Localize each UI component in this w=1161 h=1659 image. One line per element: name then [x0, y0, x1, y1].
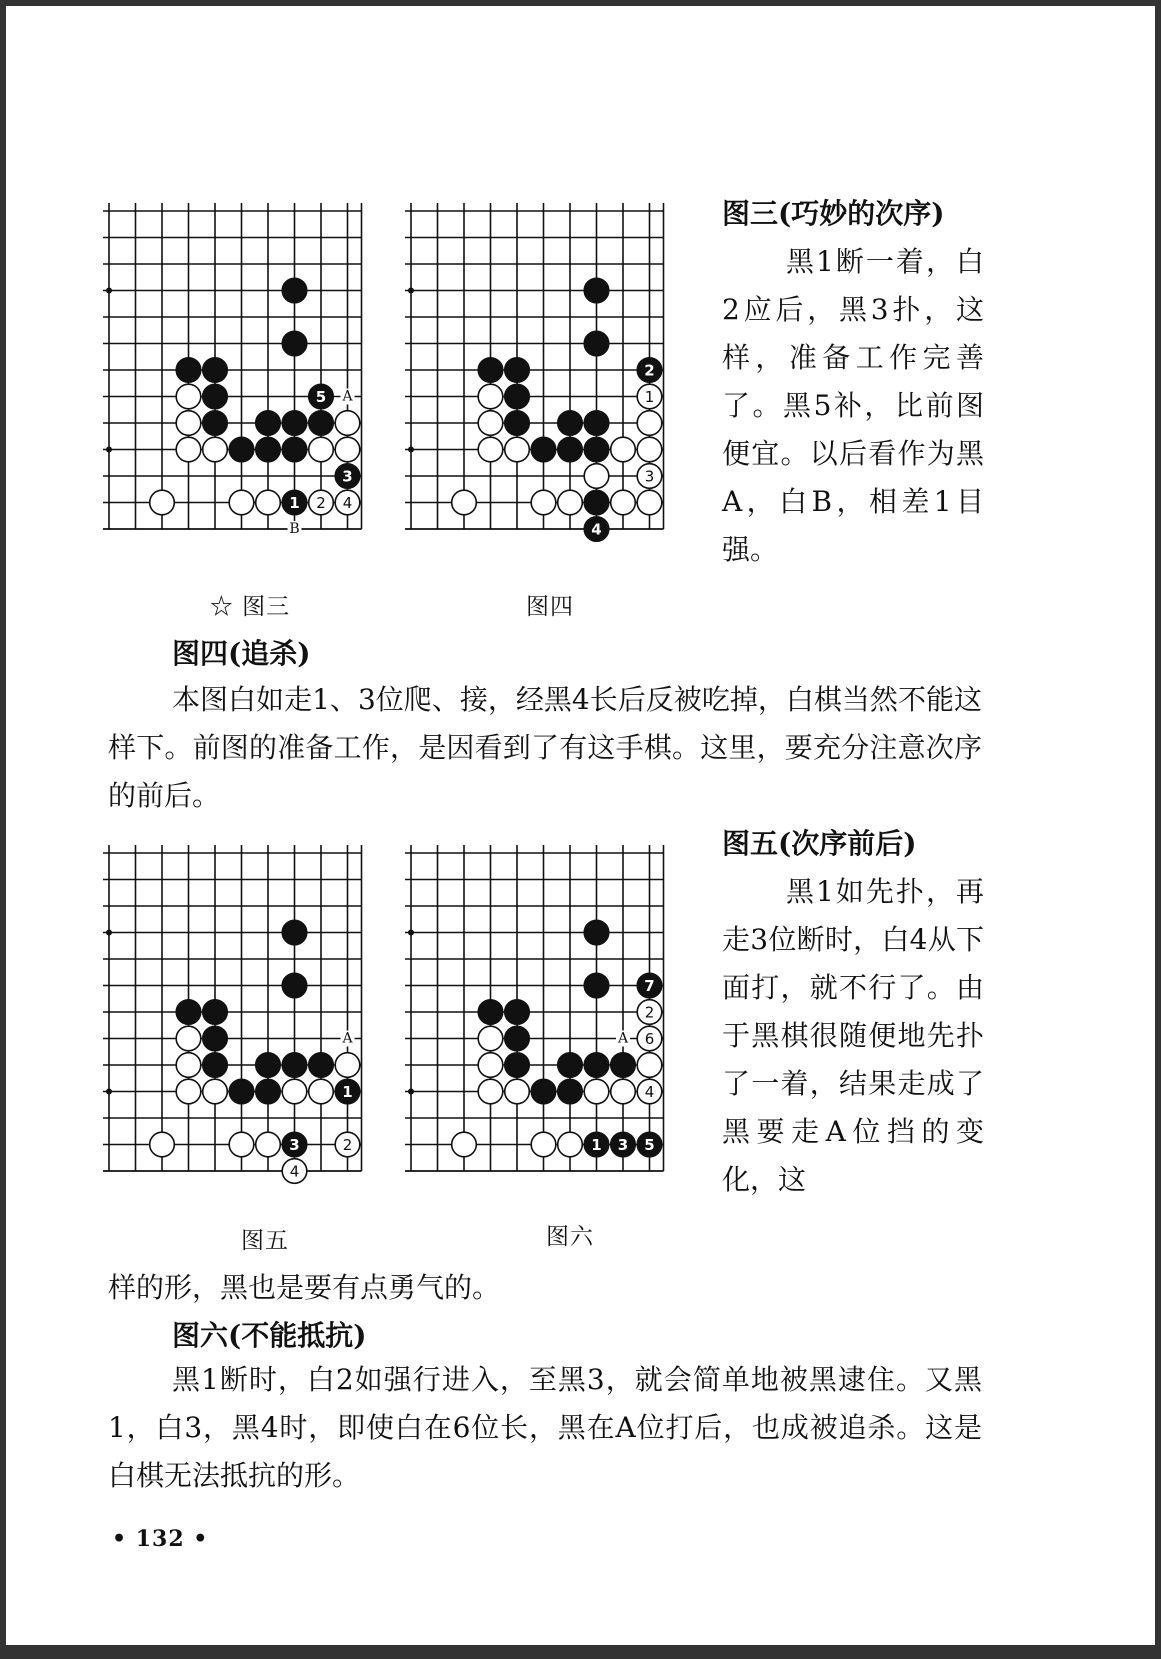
fig5-side-text	[722, 820, 984, 1204]
white-stone	[150, 490, 175, 515]
white-stone	[176, 384, 201, 409]
black-stone	[256, 437, 281, 462]
white-stone	[478, 411, 503, 436]
black-stone	[282, 1053, 307, 1078]
move-number: 1	[591, 1136, 602, 1154]
black-stone	[558, 411, 583, 436]
black-stone	[229, 437, 254, 462]
white-stone	[203, 1079, 228, 1104]
black-stone	[203, 358, 228, 383]
white-stone	[203, 437, 228, 462]
black-stone	[584, 331, 609, 356]
white-stone	[558, 1132, 583, 1157]
move-number: 4	[591, 520, 602, 539]
white-stone	[309, 437, 334, 462]
white-stone	[176, 411, 201, 436]
move-number: 3	[289, 1136, 300, 1154]
black-stone	[176, 358, 201, 383]
white-stone	[229, 1132, 254, 1157]
point-label: A	[617, 1030, 629, 1047]
star-point	[408, 288, 414, 294]
move-number: 3	[617, 1136, 629, 1154]
board-grid	[405, 845, 664, 1171]
move-number: 4	[342, 494, 353, 512]
page-number: • 132 •	[112, 1526, 209, 1552]
white-stone	[176, 1079, 201, 1104]
black-stone	[531, 437, 556, 462]
caption-fig5: 图五	[241, 1228, 289, 1254]
move-number: 3	[342, 467, 353, 486]
white-stone	[531, 490, 556, 515]
star-point	[106, 447, 112, 453]
white-stone	[176, 1026, 201, 1051]
black-stone	[478, 1000, 503, 1025]
black-stone	[505, 358, 530, 383]
white-stone	[637, 490, 662, 515]
black-stone	[256, 411, 281, 436]
move-number: 2	[342, 1136, 353, 1154]
black-stone	[531, 1079, 556, 1104]
board-fig4	[405, 203, 695, 578]
white-stone	[335, 1053, 360, 1078]
white-stone	[505, 1079, 530, 1104]
white-stone	[282, 1079, 307, 1104]
board-grid	[103, 845, 362, 1171]
black-stone	[558, 1079, 583, 1104]
black-stone	[505, 1053, 530, 1078]
caption-fig6: 图六	[546, 1224, 594, 1250]
black-stone	[282, 411, 307, 436]
black-stone	[584, 411, 609, 436]
white-stone	[176, 437, 201, 462]
fig6-body: 黑1断时，白2如强行进入，至黑3，就会简单地被黑逮住。又黑1，白3，黑4时，即使白在6位长，黑在A位打后，也成被追杀。这是白棋无法抵抗的形。	[108, 1363, 982, 1492]
white-stone	[505, 437, 530, 462]
move-number: 2	[644, 361, 655, 380]
caption-fig4: 图四	[526, 594, 574, 620]
white-stone	[150, 1132, 175, 1157]
white-stone	[637, 437, 662, 462]
point-label: A	[342, 1030, 353, 1047]
black-stone	[282, 920, 307, 945]
star-point	[408, 1089, 414, 1095]
move-number: 7	[644, 977, 655, 995]
black-stone	[584, 920, 609, 945]
board-grid	[103, 203, 362, 529]
fig6-heading: 图六(不能抵抗)	[172, 1319, 367, 1352]
fig4-body: 本图白如走1、3位爬、接，经黑4长后反被吃掉，白棋当然不能这样下。前图的准备工作，是因看到了有这手棋。这里，要充分注意次序的前后。	[108, 683, 982, 812]
move-number: 1	[289, 494, 300, 512]
fig5-heading: 图五(次序前后)	[722, 827, 917, 860]
star-point	[106, 1089, 112, 1095]
black-stone	[229, 1079, 254, 1104]
fig3-heading: 图三(巧妙的次序)	[722, 197, 945, 230]
black-stone	[584, 973, 609, 998]
white-stone	[584, 1079, 609, 1104]
white-stone	[637, 411, 662, 436]
move-number: 5	[315, 388, 327, 406]
star-point	[106, 930, 112, 936]
black-stone	[584, 437, 609, 462]
fig3-body: 黑1断一着，白2应后，黑3扑，这样，准备工作完善了。黑5补，比前图便宜。以后看作为黑A，白B，相差1目强。	[722, 245, 984, 566]
black-stone	[282, 331, 307, 356]
fig5-body: 黑1如先扑，再走3位断时，白4从下面打，就不行了。由于黑棋很随便地先扑了一着，结果走成了黑要走A位挡的变化，这	[722, 875, 984, 1196]
white-stone	[478, 1026, 503, 1051]
move-number: 4	[644, 1083, 655, 1101]
black-stone	[309, 411, 334, 436]
black-stone	[558, 1053, 583, 1078]
fig4-paragraph	[108, 676, 982, 820]
move-number: 3	[644, 467, 655, 486]
board-fig6	[405, 845, 695, 1220]
move-number: 4	[289, 1162, 300, 1181]
white-stone	[531, 1132, 556, 1157]
black-stone	[256, 1079, 281, 1104]
white-stone	[452, 1132, 477, 1157]
black-stone	[584, 490, 609, 515]
fig5-continuation: 样的形，黑也是要有点勇气的。	[108, 1271, 501, 1304]
move-number: 5	[644, 1136, 655, 1154]
white-stone	[478, 384, 503, 409]
black-stone	[256, 1053, 281, 1078]
move-number: 2	[316, 494, 326, 512]
move-number: 1	[644, 388, 655, 406]
board-fig5	[103, 845, 393, 1220]
point-label: A	[342, 388, 353, 405]
black-stone	[505, 411, 530, 436]
black-stone	[203, 1026, 228, 1051]
white-stone	[558, 490, 583, 515]
board-grid	[405, 203, 664, 529]
point-label: B	[289, 521, 300, 537]
black-stone	[505, 1000, 530, 1025]
black-stone	[478, 358, 503, 383]
white-stone	[637, 1053, 662, 1078]
fig4-heading: 图四(追杀)	[172, 637, 311, 670]
white-stone	[611, 437, 636, 462]
white-stone	[229, 490, 254, 515]
white-stone	[478, 1079, 503, 1104]
black-stone	[505, 384, 530, 409]
move-number: 1	[342, 1083, 353, 1101]
black-stone	[203, 384, 228, 409]
caption-fig3: ☆ 图三	[209, 594, 291, 620]
white-stone	[611, 1079, 636, 1104]
board-fig3	[103, 203, 393, 578]
move-number: 6	[644, 1030, 655, 1048]
white-stone	[335, 437, 360, 462]
white-stone	[452, 490, 477, 515]
black-stone	[611, 1053, 636, 1078]
black-stone	[282, 278, 307, 303]
star-point	[106, 288, 112, 294]
fig6-paragraph	[108, 1356, 982, 1500]
move-number: 2	[644, 1003, 655, 1022]
white-stone	[478, 1053, 503, 1078]
white-stone	[256, 490, 281, 515]
white-stone	[256, 1132, 281, 1157]
white-stone	[584, 464, 609, 489]
black-stone	[584, 1053, 609, 1078]
black-stone	[282, 973, 307, 998]
black-stone	[309, 1053, 334, 1078]
white-stone	[176, 1053, 201, 1078]
fig3-side-text	[722, 190, 984, 574]
star-point	[408, 930, 414, 936]
black-stone	[203, 411, 228, 436]
white-stone	[335, 411, 360, 436]
black-stone	[584, 278, 609, 303]
white-stone	[478, 437, 503, 462]
black-stone	[505, 1026, 530, 1051]
black-stone	[176, 1000, 201, 1025]
black-stone	[558, 437, 583, 462]
white-stone	[611, 490, 636, 515]
white-stone	[309, 1079, 334, 1104]
star-point	[408, 447, 414, 453]
black-stone	[203, 1053, 228, 1078]
black-stone	[282, 437, 307, 462]
black-stone	[203, 1000, 228, 1025]
